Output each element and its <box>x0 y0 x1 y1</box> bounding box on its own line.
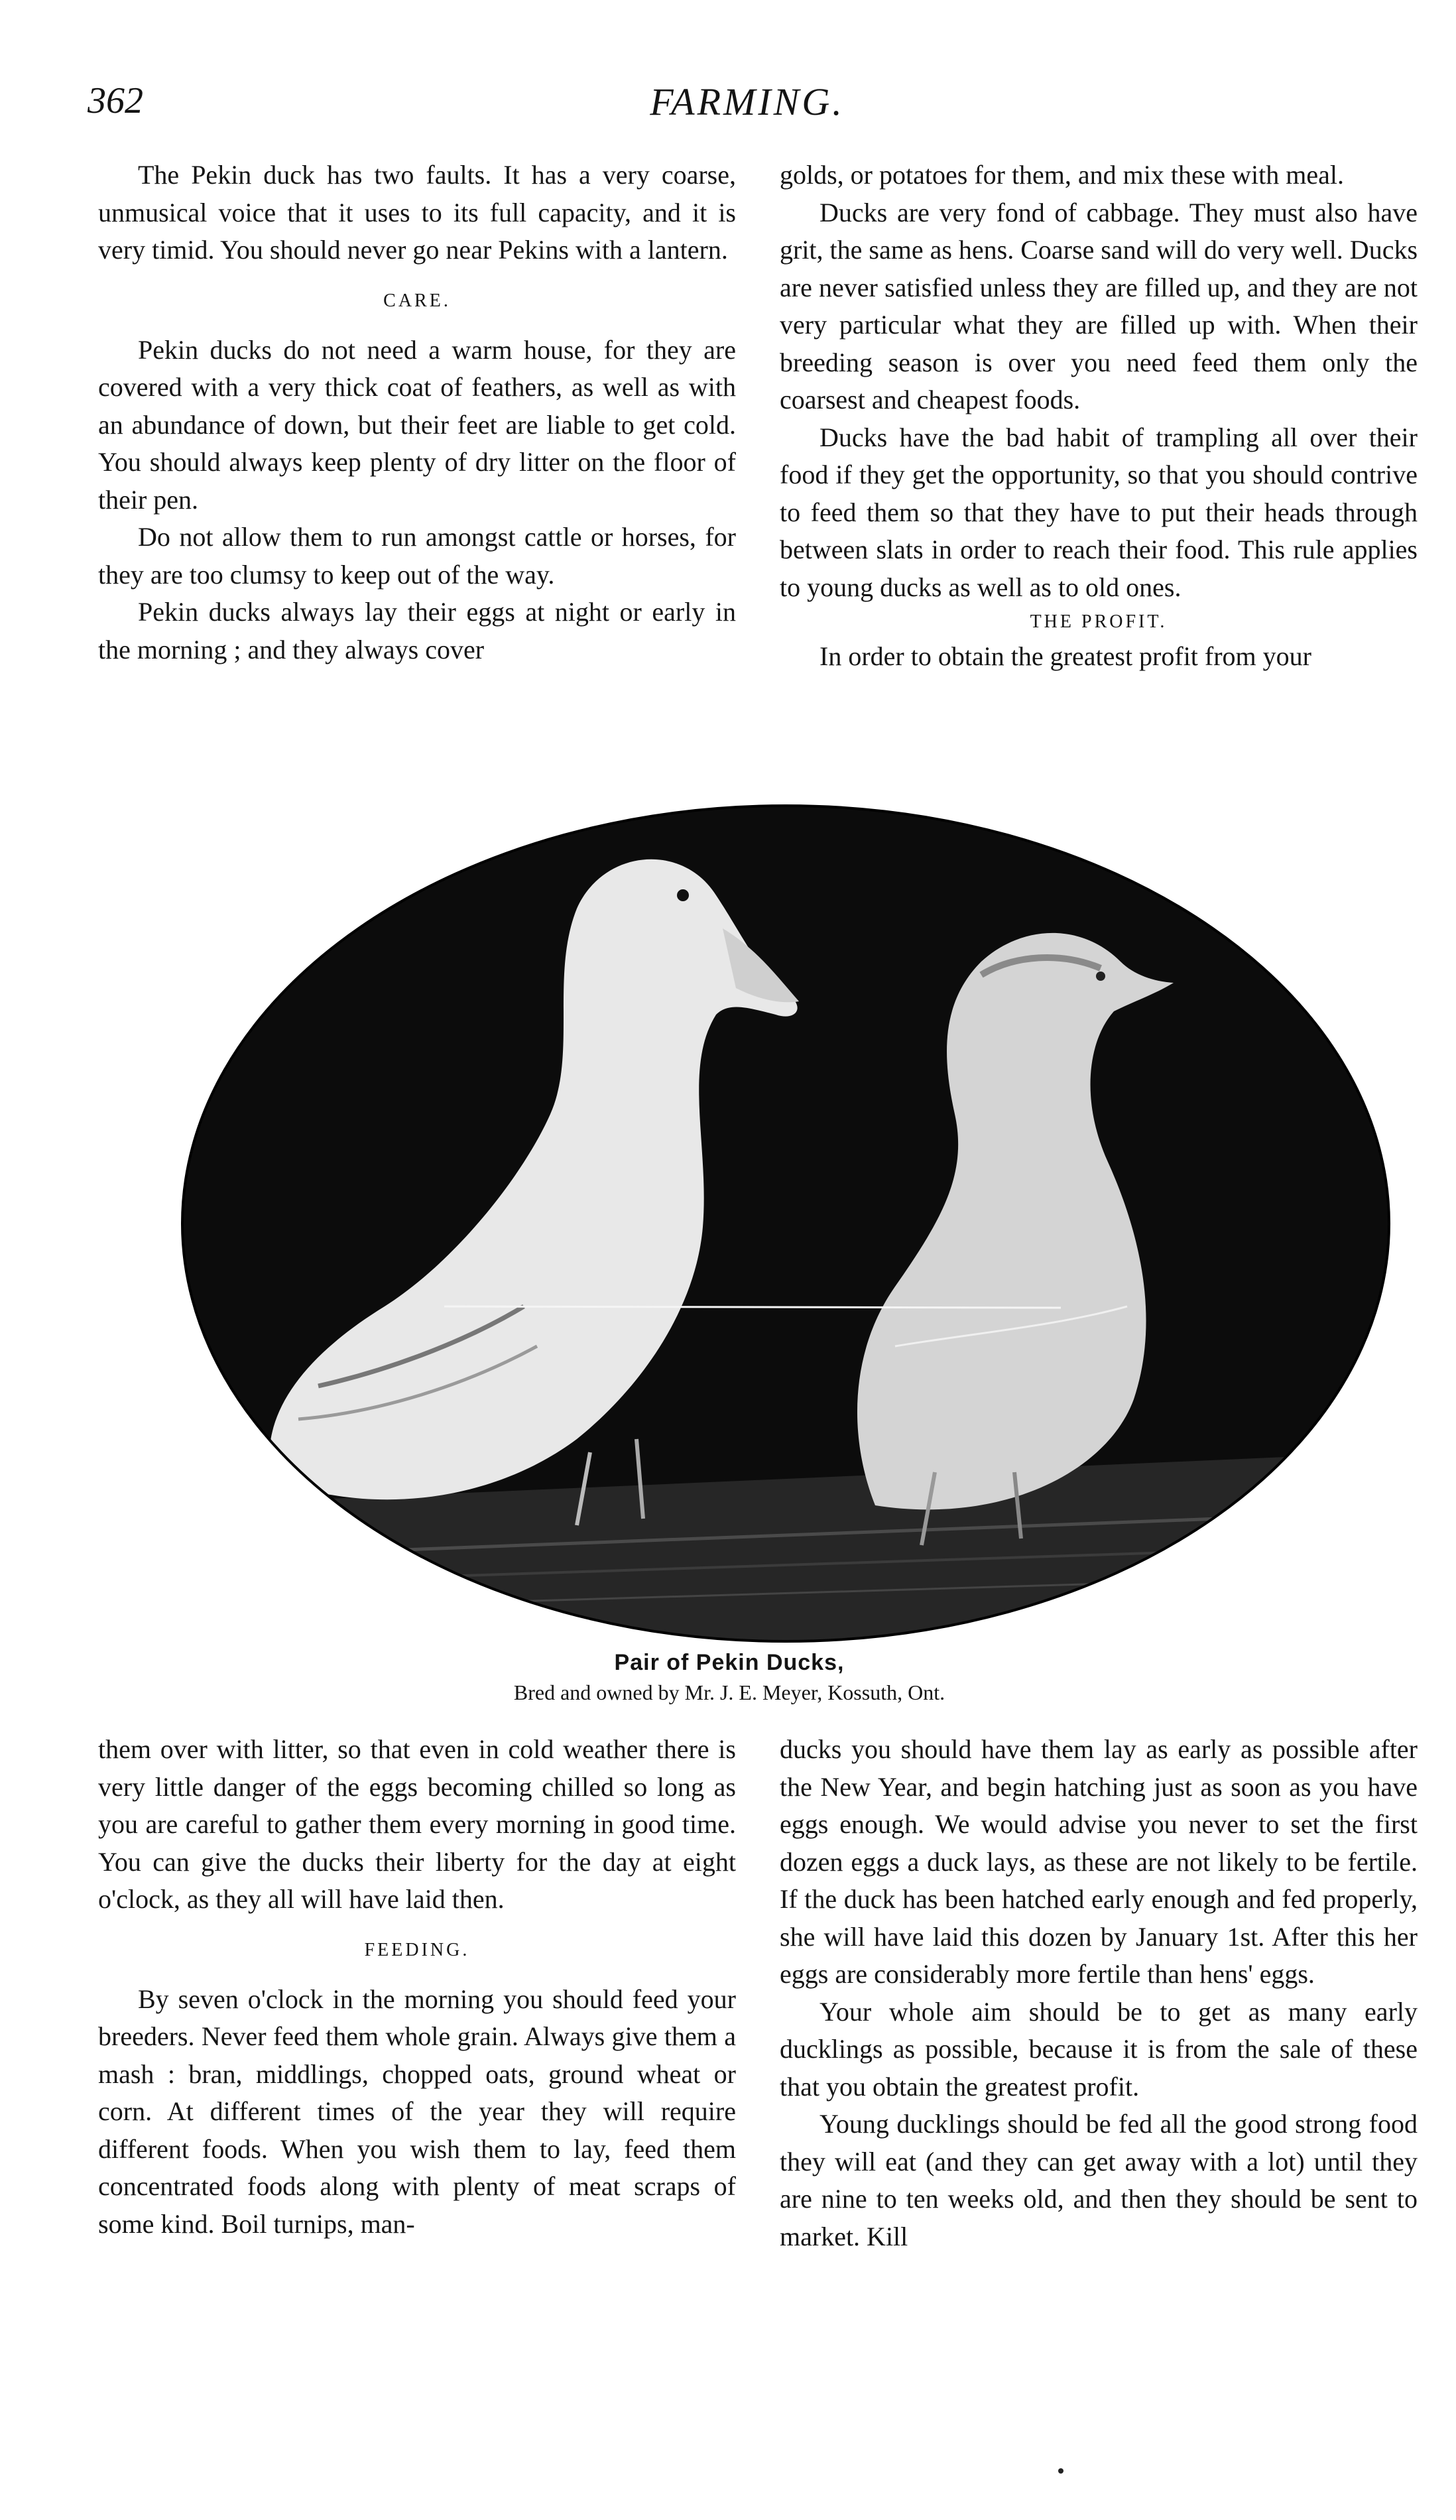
heading-feeding: FEEDING. <box>364 1939 470 1960</box>
paragraph-litter: them over with litter, so that even in cold weather there is very little danger of the eggs becoming chilled so long as you are careful to gather them every morning in good time. You can give the ducks their liberty for the day at eight o'clock, as they all will have laid then. <box>98 1734 736 1914</box>
paragraph-profit-start: In order to obtain the greatest profit from your <box>819 641 1311 671</box>
paragraph-ducklings: Young ducklings should be fed all the good strong food they will eat (and they can get away with a lot) until they are nine to ten weeks old, and then they should be sent to market. Kill <box>780 2109 1418 2251</box>
bottom-right-column <box>780 1731 1418 2255</box>
page-header <box>88 80 1407 139</box>
paragraph-cattle: Do not allow them to run amongst cattle or horses, for they are too clumsy to keep out of the way. <box>98 522 736 590</box>
top-right-column <box>780 157 1418 676</box>
paragraph-cabbage: Ducks are very fond of cabbage. They must also have grit, the same as hens. Coarse sand will do very well. Ducks are never satisfied unless they are filled up, and they are not very particular what they are filled up with. When their breeding season is over you need feed them only the coarsest and cheapest foods. <box>780 197 1418 414</box>
pekin-ducks-photo <box>179 802 1392 1645</box>
paragraph-eggs-night: Pekin ducks always lay their eggs at night or early in the morning ; and they always cover <box>98 597 736 664</box>
top-left-column <box>98 157 736 668</box>
paragraph-golds: golds, or potatoes for them, and mix these with meal. <box>780 160 1344 190</box>
paragraph-trampling: Ducks have the bad habit of trampling all over their food if they get the opportunity, so that you should contrive to feed them so that they have to put their heads through between slats in order to reach their food. This rule applies to young ducks as well as to old ones. <box>780 422 1418 602</box>
page-number: 362 <box>88 80 143 121</box>
paragraph-warm-house: Pekin ducks do not need a warm house, for they are covered with a very thick coat of feathers, as well as with an abundance of down, but their feet are liable to get cold. You should always keep plenty of dry litter on the floor of their pen. <box>98 334 736 515</box>
paragraph-lay-early: ducks you should have them lay as early as possible after the New Year, and begin hatching just as soon as you have eggs enough. We would advise you never to set the first dozen eggs a duck lays, as these are not likely to be fertile. If the duck has been hatched early enough and fed properly, she will have laid this dozen by January 1st. After this her eggs are considerably more fertile than hens' eggs. <box>780 1734 1418 1989</box>
running-title: FARMING. <box>650 80 845 123</box>
paragraph-faults: The Pekin duck has two faults. It has a very coarse, unmusical voice that it uses to its full capacity, and it is very timid. You should never go near Pekins with a lantern. <box>98 160 736 265</box>
heading-profit: THE PROFIT. <box>1030 611 1168 632</box>
bottom-left-column <box>98 1731 736 2243</box>
paragraph-aim: Your whole aim should be to get as many early ducklings as possible, because it is from the sale of these that you obtain the greatest profit. <box>780 1996 1418 2102</box>
paragraph-breeders: By seven o'clock in the morning you should feed your breeders. Never feed them whole grain. Always give them a mash : bran, middlings, chopped oats, ground wheat or corn. At different times of the year they will require different foods. When you wish them to lay, feed them concentrated foods along with plenty of meat scraps of some kind. Boil turnips, man- <box>98 1984 736 2239</box>
heading-care: CARE. <box>383 290 451 311</box>
figure-caption-credit: Bred and owned by Mr. J. E. Meyer, Kossuth, Ont. <box>513 1680 945 1704</box>
ink-speck <box>1058 2468 1063 2474</box>
figure-caption-title: Pair of Pekin Ducks, <box>614 1650 845 1675</box>
